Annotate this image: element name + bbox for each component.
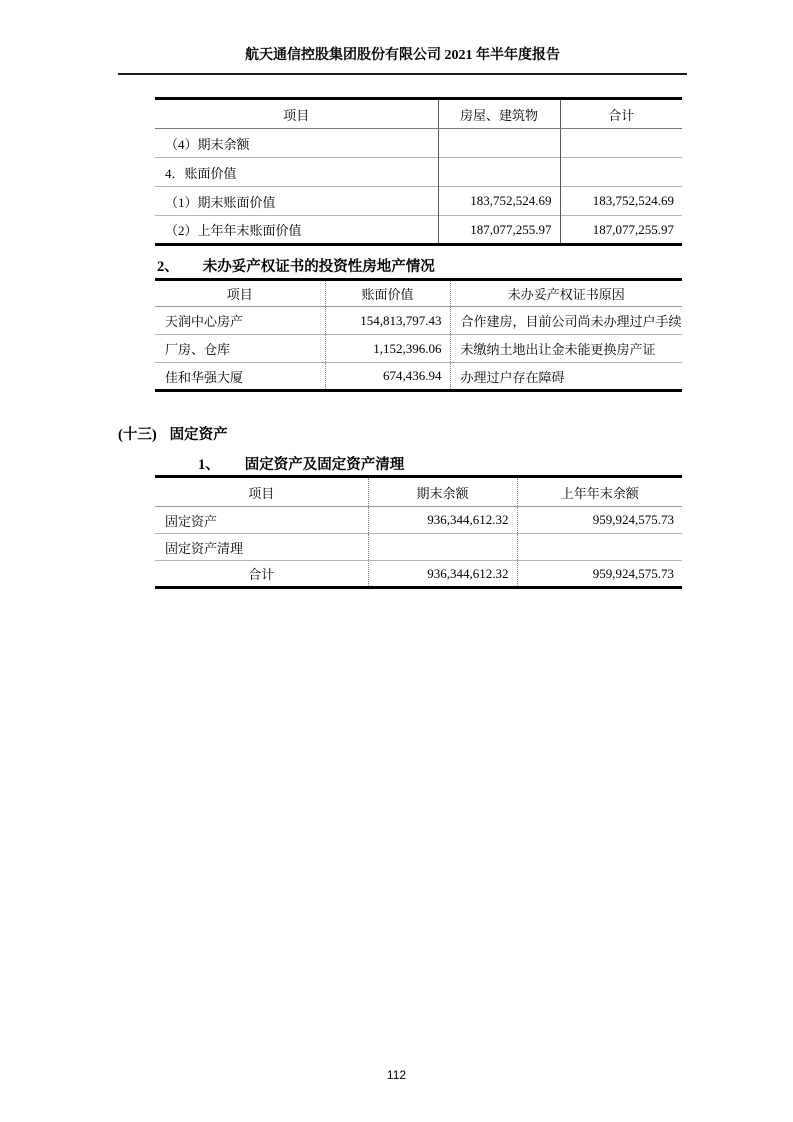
row-closing-balance <box>368 534 517 561</box>
table-row <box>155 187 682 216</box>
row-value-total: 183,752,524.69 <box>560 187 682 216</box>
subsection-1-title: 固定资产及固定资产清理 <box>244 457 405 473</box>
table-row <box>155 335 682 363</box>
column-header-item: 项目 <box>155 477 368 507</box>
fixed-assets-table <box>155 475 682 589</box>
row-value-total: 187,077,255.97 <box>560 216 682 245</box>
row-closing-balance: 936,344,612.32 <box>368 561 517 588</box>
row-label: （1）期末账面价值 <box>155 187 438 216</box>
row-value-buildings: 183,752,524.69 <box>438 187 560 216</box>
row-book-value: 154,813,797.43 <box>325 307 450 335</box>
row-value-total <box>560 129 682 158</box>
column-header-closing-balance: 期末余额 <box>368 477 517 507</box>
table-row <box>155 561 682 588</box>
row-label: （4）期末余额 <box>155 129 438 158</box>
section-2-number: 2、 <box>157 259 179 275</box>
row-label: 固定资产清理 <box>155 534 368 561</box>
table-header-row <box>155 477 682 507</box>
table-header-row <box>155 280 682 307</box>
table-row <box>155 158 682 187</box>
row-book-value: 1,152,396.06 <box>325 335 450 363</box>
doc-header <box>118 46 687 75</box>
unregistered-property-table <box>155 278 682 392</box>
section-13-number: (十三) <box>118 427 157 443</box>
table-row <box>155 534 682 561</box>
section-2-heading <box>157 257 682 278</box>
row-reason: 合作建房，目前公司尚未办理过户手续 <box>450 307 682 335</box>
row-value-total <box>560 158 682 187</box>
row-closing-balance: 936,344,612.32 <box>368 507 517 534</box>
row-label-total: 合计 <box>155 561 368 588</box>
row-value-buildings <box>438 158 560 187</box>
table-row <box>155 129 682 158</box>
column-header-book-value: 账面价值 <box>325 280 450 307</box>
table-row <box>155 307 682 335</box>
row-label: 天润中心房产 <box>155 307 325 335</box>
section-13-title: 固定资产 <box>169 427 228 443</box>
doc-header-title: 航天通信控股集团股份有限公司 2021 年半年度报告 <box>245 48 560 63</box>
column-header-buildings: 房屋、建筑物 <box>438 99 560 129</box>
row-label: 固定资产 <box>155 507 368 534</box>
row-label: （2）上年年末账面价值 <box>155 216 438 245</box>
row-label: 4．账面价值 <box>155 158 438 187</box>
row-label: 厂房、仓库 <box>155 335 325 363</box>
column-header-total: 合计 <box>560 99 682 129</box>
row-book-value: 674,436.94 <box>325 363 450 391</box>
page-content <box>118 97 682 589</box>
column-header-reason: 未办妥产权证书原因 <box>450 280 682 307</box>
page-number: 112 <box>386 1068 407 1082</box>
row-reason: 未缴纳土地出让金未能更换房产证 <box>450 335 682 363</box>
column-header-prior-year-balance: 上年年末余额 <box>517 477 682 507</box>
section-13-heading <box>118 425 682 446</box>
table-row <box>155 507 682 534</box>
row-reason: 办理过户存在障碍 <box>450 363 682 391</box>
section-2-title: 未办妥产权证书的投资性房地产情况 <box>202 259 435 275</box>
column-header-item: 项目 <box>155 280 325 307</box>
row-prior-year-balance: 959,924,575.73 <box>517 507 682 534</box>
table-row <box>155 363 682 391</box>
subsection-1-number: 1、 <box>198 457 220 473</box>
investment-property-value-table <box>155 97 682 246</box>
row-value-buildings <box>438 129 560 158</box>
subsection-1-heading <box>198 455 682 475</box>
table-header-row <box>155 99 682 129</box>
row-value-buildings: 187,077,255.97 <box>438 216 560 245</box>
table-row <box>155 216 682 245</box>
row-label: 佳和华强大厦 <box>155 363 325 391</box>
row-prior-year-balance <box>517 534 682 561</box>
column-header-item: 项目 <box>155 99 438 129</box>
row-prior-year-balance: 959,924,575.73 <box>517 561 682 588</box>
